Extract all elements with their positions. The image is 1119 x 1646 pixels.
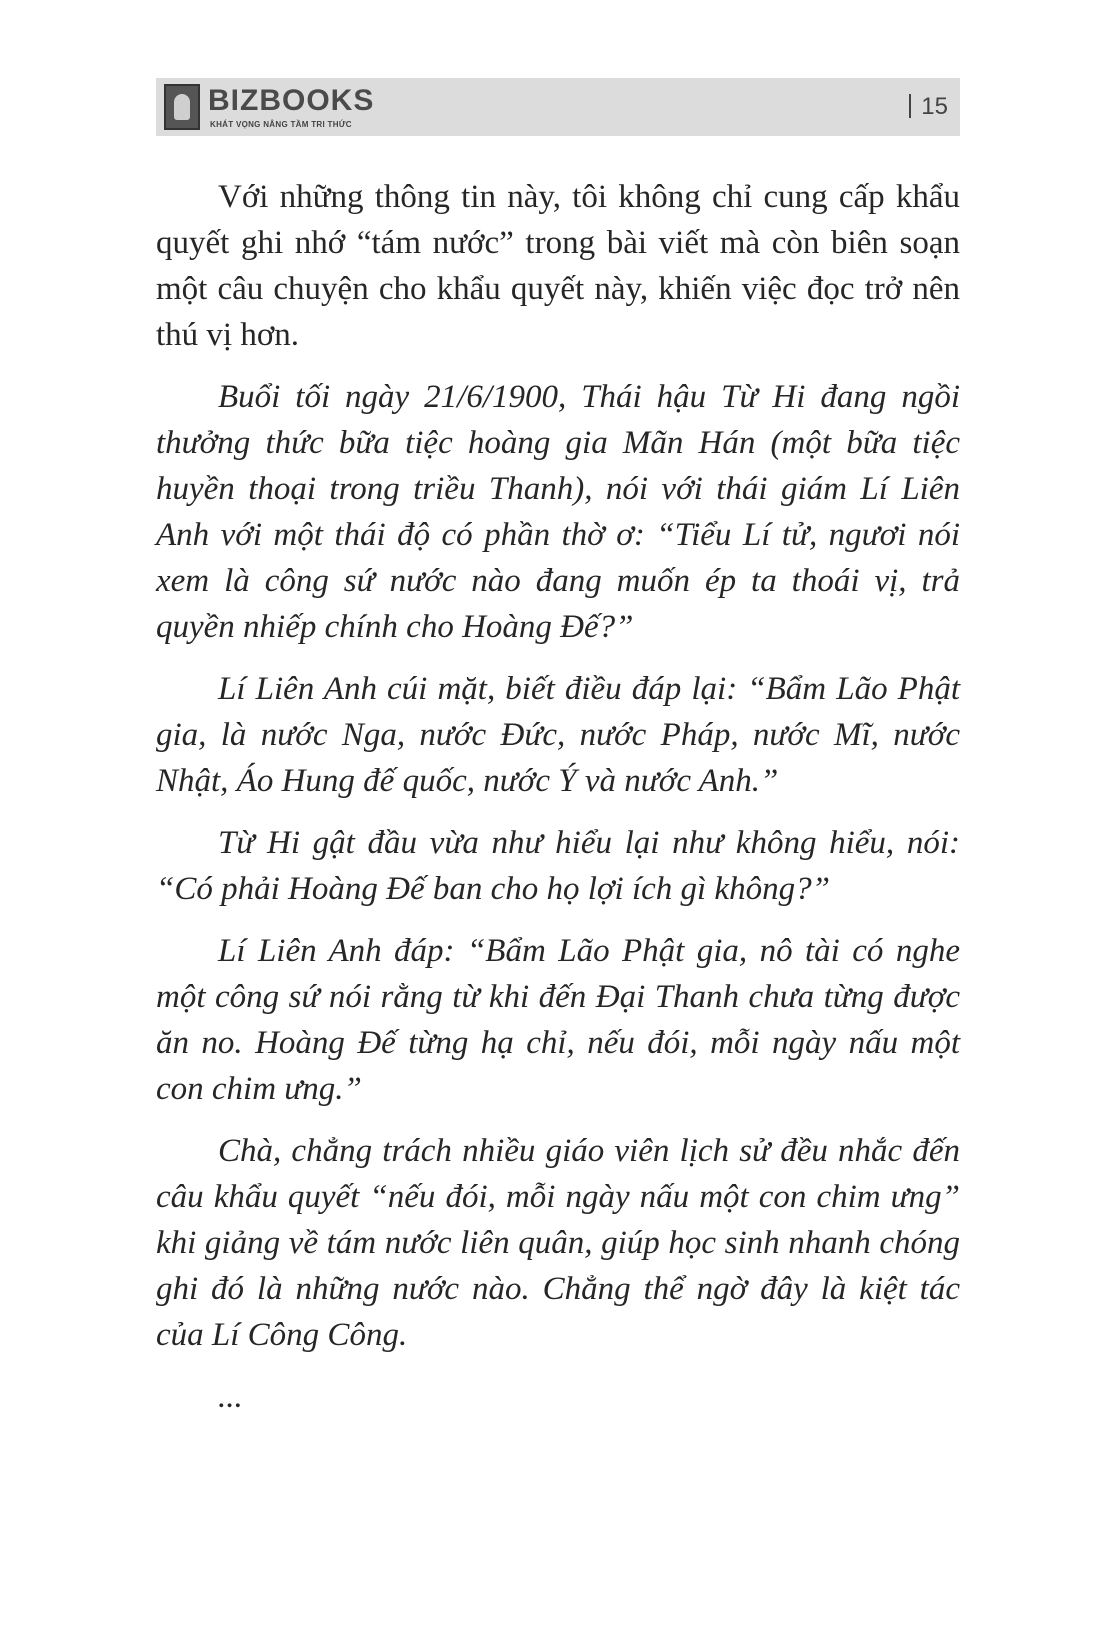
paragraph-intro: Với những thông tin này, tôi không chỉ cung cấp khẩu quyết ghi nhớ “tám nước” trong bài viết mà còn biên soạn một câu chuyện cho khẩu quyết này, khiến việc đọc trở nên thú vị hơn.	[156, 179, 960, 353]
paragraph-story-3: Từ Hi gật đầu vừa như hiểu lại như không hiểu, nói: “Có phải Hoàng Đế ban cho họ lợi ích gì không?”	[156, 825, 960, 907]
paragraph-story-1: Buổi tối ngày 21/6/1900, Thái hậu Từ Hi đang ngồi thưởng thức bữa tiệc hoàng gia Mãn Hán (một bữa tiệc huyền thoại trong triều Thanh), nói với thái giám Lí Liên Anh với một thái độ có phần thờ ơ: “Tiểu Lí tử, ngươi nói xem là công sứ nước nào đang muốn ép ta thoái vị, trả quyền nhiếp chính cho Hoàng Đế?”	[156, 379, 960, 645]
paragraph-ellipsis: ...	[218, 1379, 243, 1415]
page-header	[156, 78, 960, 136]
bizbooks-logo-icon	[164, 84, 200, 130]
page-number-block	[909, 92, 948, 122]
paragraph-story-5: Chà, chẳng trách nhiều giáo viên lịch sử đều nhắc đến câu khẩu quyết “nếu đói, mỗi ngày nấu một con chim ưng” khi giảng về tám nước liên quân, giúp học sinh nhanh chóng ghi đó là những nước nào. Chẳng thể ngờ đây là kiệt tác của Lí Công Công.	[156, 1133, 960, 1353]
page-number: 15	[921, 93, 948, 120]
paragraph-story-4: Lí Liên Anh đáp: “Bẩm Lão Phật gia, nô tài có nghe một công sứ nói rằng từ khi đến Đại Thanh chưa từng được ăn no. Hoàng Đế từng hạ chỉ, nếu đói, mỗi ngày nấu một con chim ưng.”	[156, 933, 960, 1107]
paragraph-story-2: Lí Liên Anh cúi mặt, biết điều đáp lại: “Bẩm Lão Phật gia, là nước Nga, nước Đức, nước Pháp, nước Mĩ, nước Nhật, Áo Hung đế quốc, nước Ý và nước Anh.”	[156, 671, 960, 799]
brand-tagline: KHÁT VỌNG NÂNG TẦM TRI THỨC	[210, 120, 352, 129]
brand-name: BIZBOOKS	[208, 84, 375, 117]
page-number-separator	[909, 94, 911, 118]
page-body	[156, 174, 960, 1436]
